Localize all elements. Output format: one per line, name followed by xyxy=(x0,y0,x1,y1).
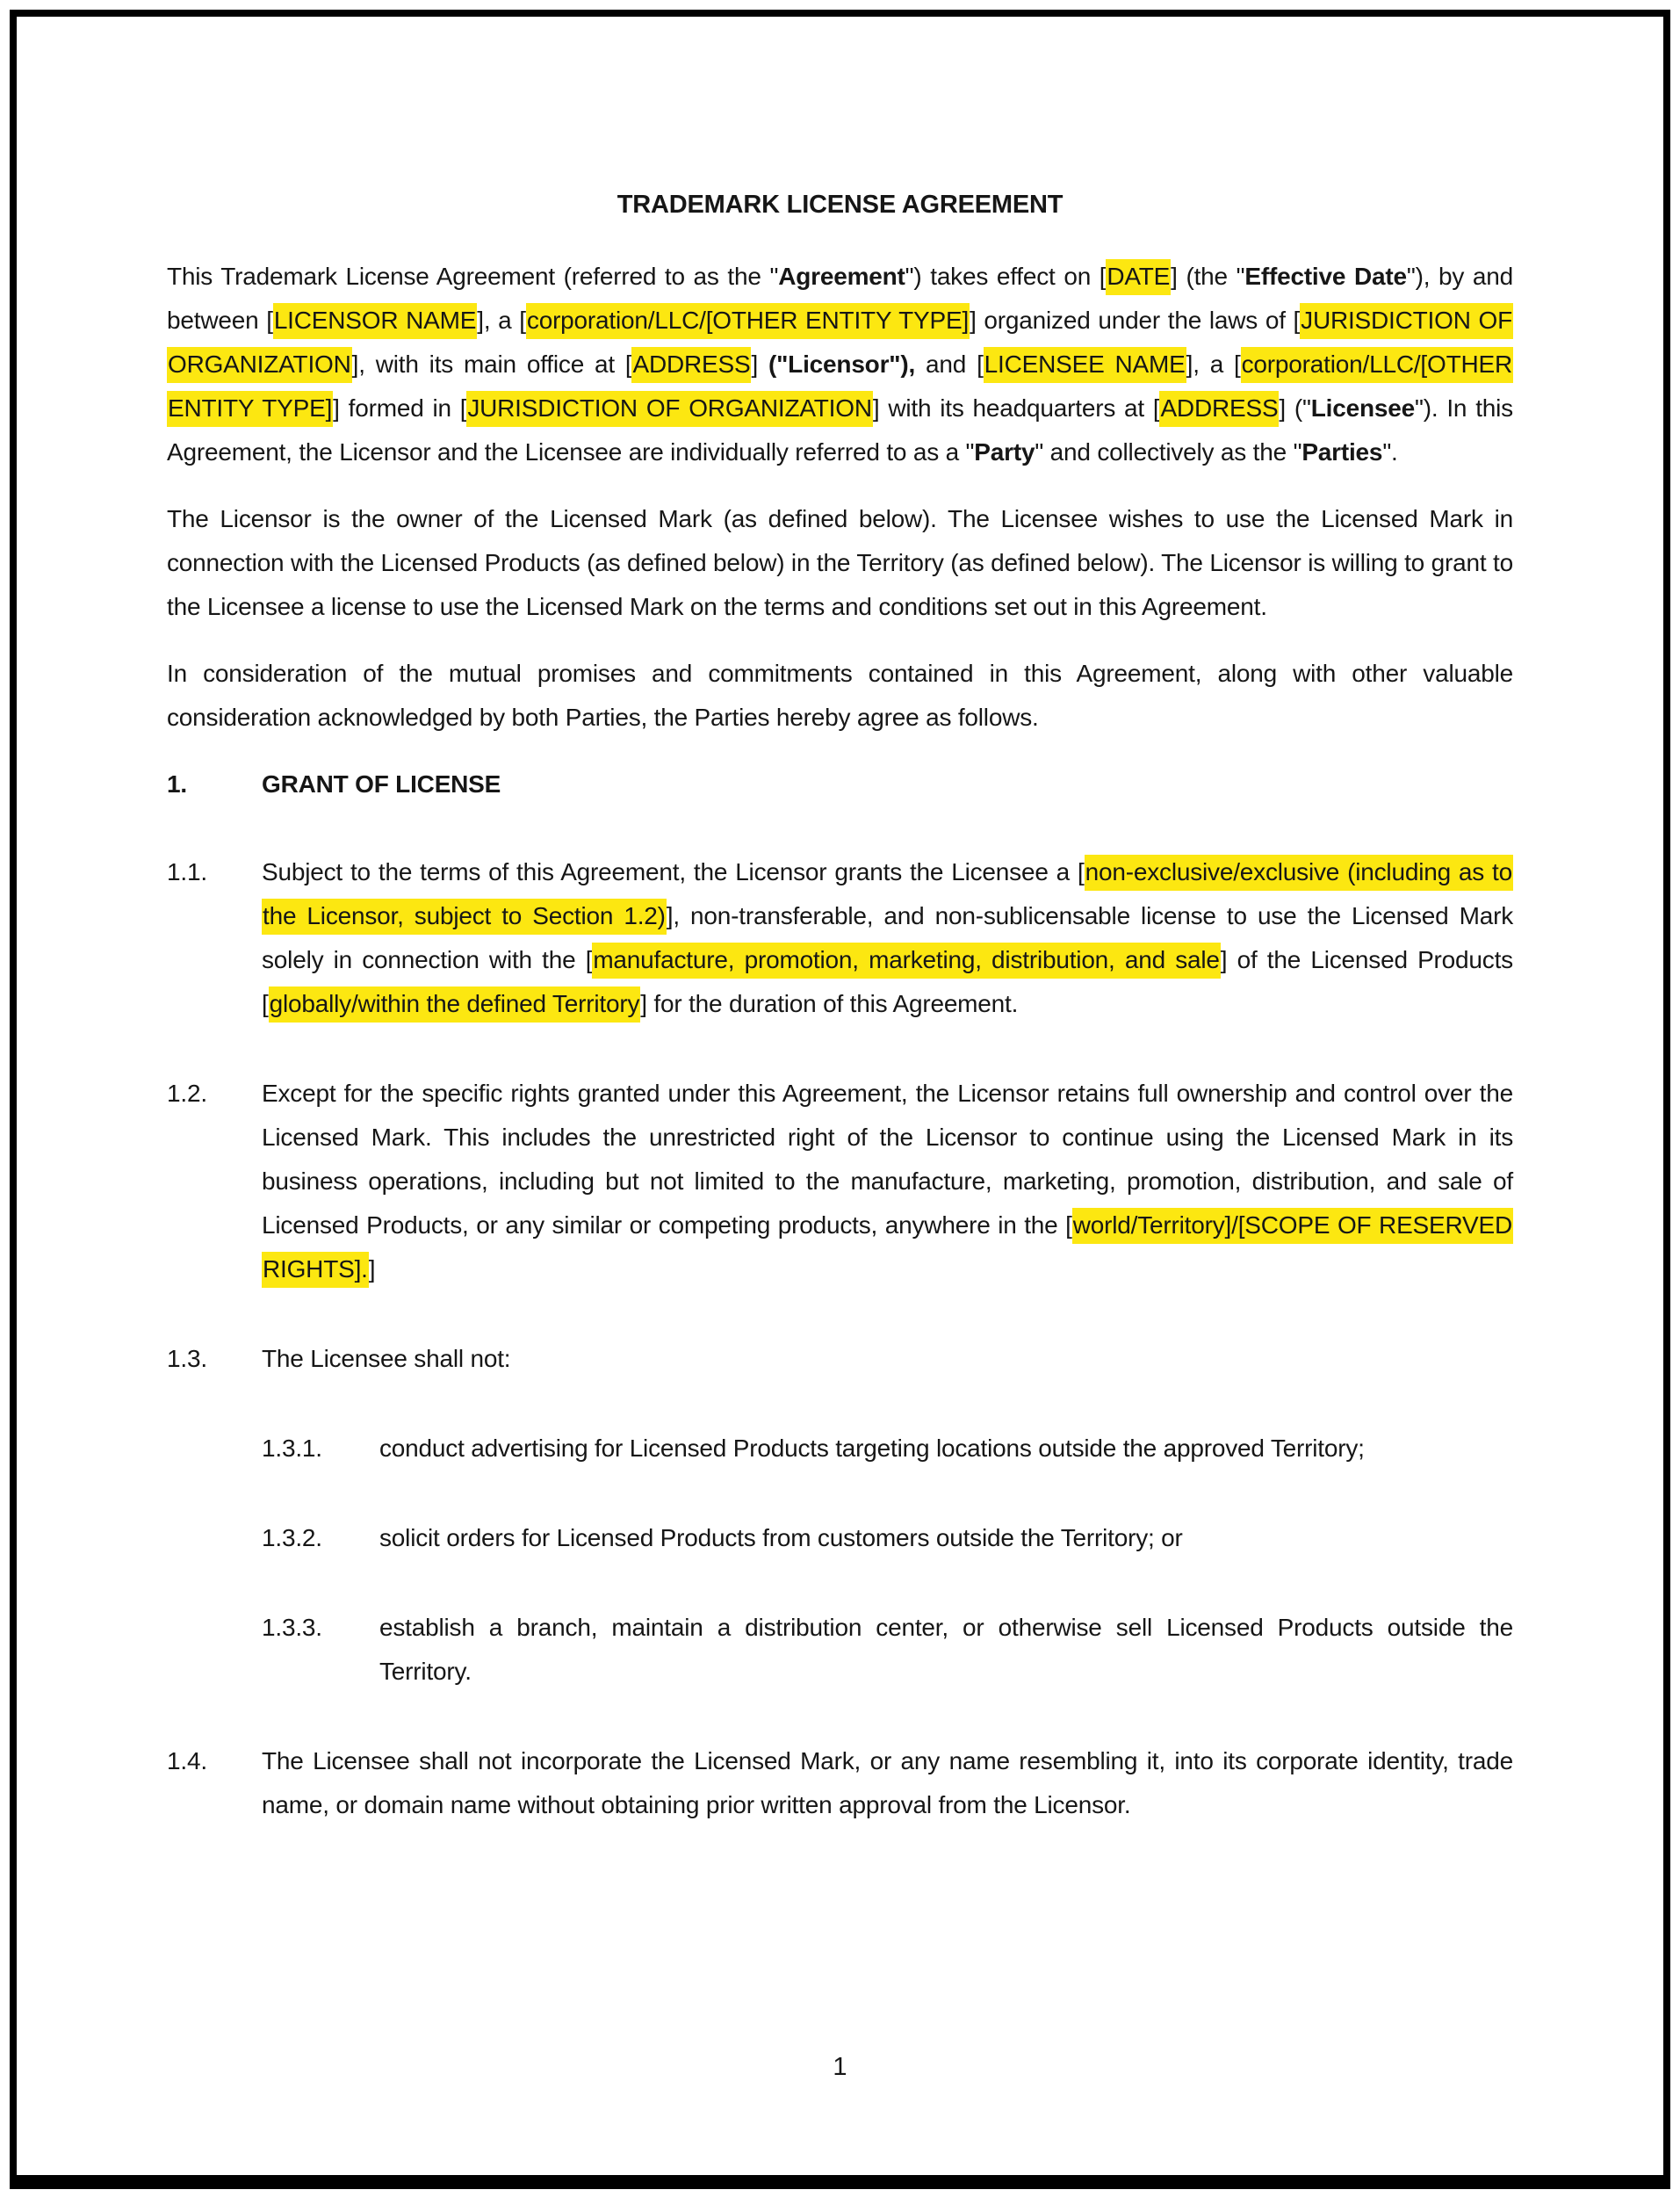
text-run: ] (the " xyxy=(1171,263,1245,290)
clause-text xyxy=(262,850,1513,1026)
clause-1-3 xyxy=(167,1337,1513,1381)
text-run: " and collectively as the " xyxy=(1035,438,1302,466)
text-run: ], a [ xyxy=(1186,351,1241,378)
text-run: solicit orders for Licensed Products from customers outside the Territory; or xyxy=(379,1524,1183,1551)
placeholder-highlight: JURISDICTION OF ORGANIZATION xyxy=(466,391,873,427)
placeholder-highlight: globally/within the defined Territory xyxy=(269,986,641,1023)
clause-text xyxy=(379,1516,1513,1560)
text-run: ] xyxy=(751,351,768,378)
clause-text xyxy=(262,1739,1513,1827)
clause-text xyxy=(262,762,1513,806)
clause-1-3-1 xyxy=(262,1427,1513,1471)
text-run: ] xyxy=(368,1255,376,1283)
placeholder-highlight: ADDRESS xyxy=(1159,391,1279,427)
text-run: ] organized under the laws of [ xyxy=(970,307,1301,334)
text-run: ] of the Licensed Products [ xyxy=(262,946,1513,1017)
text-run: ") takes effect on [ xyxy=(905,263,1107,290)
section-heading xyxy=(167,762,1513,806)
placeholder-highlight: LICENSOR NAME xyxy=(273,303,477,339)
clause-text xyxy=(262,1337,1513,1381)
placeholder-highlight: corporation/LLC/[OTHER ENTITY TYPE] xyxy=(526,303,970,339)
clause-text xyxy=(262,1072,1513,1291)
placeholder-highlight: ADDRESS xyxy=(631,347,751,383)
text-run: ] formed in [ xyxy=(333,394,467,422)
paragraph xyxy=(167,255,1513,474)
defined-term: ("Licensor"), xyxy=(768,351,916,378)
placeholder-highlight: non-exclusive/exclusive (including as to the Licensor, subject to Section 1.2) xyxy=(262,855,1513,935)
clause-1-2 xyxy=(167,1072,1513,1291)
defined-term: Licensee xyxy=(1310,394,1416,422)
document-body xyxy=(167,255,1513,1827)
document-content xyxy=(167,183,1513,1827)
clause-1-1 xyxy=(167,850,1513,1026)
text-run: ". xyxy=(1382,438,1398,466)
text-run: Except for the specific rights granted under this Agreement, the Licensor retains full ownership and control over the Licensed Mark. This includes the unrestricted right of the Licensor to continue using the Licensed Mark in its business operations, including but not limited to the manufacture, marketing, promotion, distribution, and sale of Licensed Products, or any similar or competing products, anywhere in the [ xyxy=(262,1080,1513,1239)
placeholder-highlight: DATE xyxy=(1106,259,1171,295)
defined-term: GRANT OF LICENSE xyxy=(262,770,501,798)
placeholder-highlight: manufacture, promotion, marketing, distribution, and sale xyxy=(592,943,1220,979)
text-run: In consideration of the mutual promises and commitments contained in this Agreement, along with other valuable consideration acknowledged by both Parties, the Parties hereby agree as follows. xyxy=(167,660,1513,731)
text-run: ], a [ xyxy=(477,307,526,334)
text-run: ] (" xyxy=(1279,394,1311,422)
text-run: This Trademark License Agreement (referred to as the " xyxy=(167,263,779,290)
text-run: The Licensee shall not incorporate the Licensed Mark, or any name resembling it, into its corporate identity, trade name, or domain name without obtaining prior written approval from the Licensor. xyxy=(262,1747,1513,1818)
clause-number: 1.3.2. xyxy=(262,1524,322,1551)
defined-term: Party xyxy=(974,438,1035,466)
text-run: conduct advertising for Licensed Products targeting locations outside the approved Territory; xyxy=(379,1435,1365,1462)
text-run: ], non-transferable, and non-sublicensable license to use the Licensed Mark solely in connection with the [ xyxy=(262,902,1514,973)
text-run: and [ xyxy=(915,351,984,378)
placeholder-highlight: corporation/LLC/[OTHER ENTITY TYPE] xyxy=(167,347,1513,427)
defined-term: Effective Date xyxy=(1244,263,1407,290)
text-run: ] for the duration of this Agreement. xyxy=(640,990,1019,1017)
paragraph xyxy=(167,652,1513,740)
defined-term: Parties xyxy=(1301,438,1383,466)
placeholder-highlight: LICENSEE NAME xyxy=(984,347,1186,383)
page-number: 1 xyxy=(833,2053,847,2081)
text-run: establish a branch, maintain a distribution center, or otherwise sell Licensed Products outside the Territory. xyxy=(379,1614,1513,1685)
placeholder-highlight: world/Territory]/[SCOPE OF RESERVED RIGHTS]. xyxy=(262,1208,1513,1288)
clause-number: 1. xyxy=(167,770,187,798)
clause-number: 1.2. xyxy=(167,1080,207,1107)
clause-1-4 xyxy=(167,1739,1513,1827)
text-run: ], with its main office at [ xyxy=(351,351,632,378)
clause-number: 1.4. xyxy=(167,1747,207,1774)
document-title: TRADEMARK LICENSE AGREEMENT xyxy=(616,191,1064,219)
text-run: "). In this Agreement, the Licensor and the Licensee are individually referred to as a " xyxy=(167,394,1513,466)
clause-text xyxy=(379,1606,1513,1694)
clause-1-3-2 xyxy=(262,1516,1513,1560)
clause-text xyxy=(379,1427,1513,1471)
paragraph xyxy=(167,497,1513,629)
text-run: Subject to the terms of this Agreement, the Licensor grants the Licensee a [ xyxy=(262,858,1085,885)
clause-number: 1.3.1. xyxy=(262,1435,322,1462)
clause-number: 1.3. xyxy=(167,1345,207,1372)
text-run: The Licensee shall not: xyxy=(262,1345,511,1372)
text-run: ] with its headquarters at [ xyxy=(872,394,1160,422)
clause-number: 1.3.3. xyxy=(262,1614,322,1641)
text-run: "), by and between [ xyxy=(167,263,1513,334)
placeholder-highlight: JURISDICTION OF ORGANIZATION xyxy=(167,303,1513,383)
defined-term: Agreement xyxy=(778,263,905,290)
clause-number: 1.1. xyxy=(167,858,207,885)
clause-1-3-3 xyxy=(262,1606,1513,1694)
text-run: The Licensor is the owner of the Licensed Mark (as defined below). The Licensee wishes to use the Licensed Mark in connection with the Licensed Products (as defined below) in the Territory (as defined below). The Licensor is willing to grant to the Licensee a license to use the Licensed Mark on the terms and conditions set out in this Agreement. xyxy=(167,505,1513,620)
